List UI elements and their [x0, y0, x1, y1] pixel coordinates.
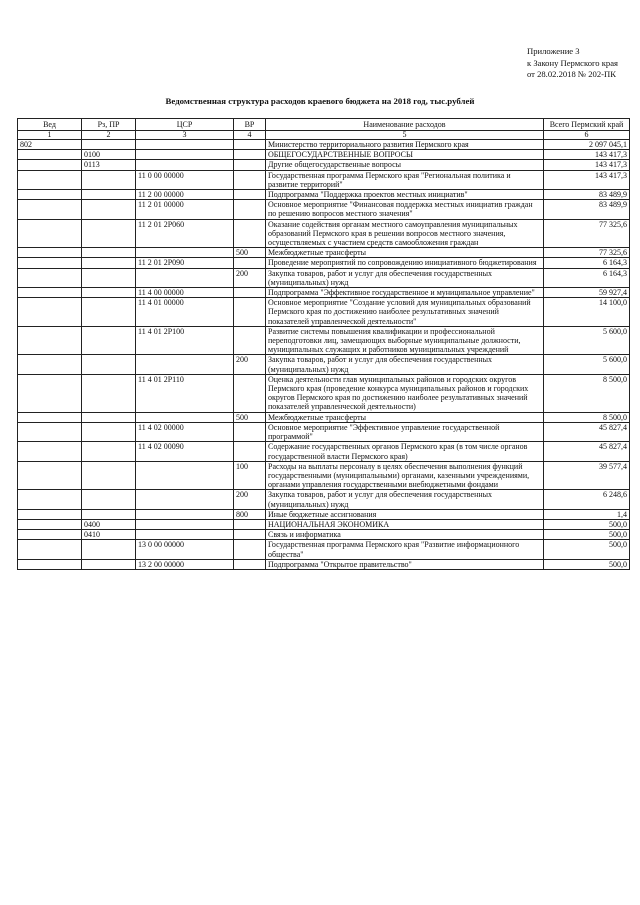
cell-name: Межбюджетные трансферты — [266, 412, 544, 422]
appendix-line-2: к Закону Пермского края — [527, 57, 618, 68]
cell-vr — [234, 530, 266, 540]
cell-ved — [18, 519, 82, 529]
cell-total: 5 600,0 — [544, 355, 630, 374]
table-row — [18, 540, 630, 559]
cell-ved — [18, 461, 82, 490]
cell-csr — [136, 160, 234, 170]
cell-total: 83 489,9 — [544, 200, 630, 219]
cell-csr — [136, 509, 234, 519]
cell-csr: 11 4 01 2Р110 — [136, 374, 234, 412]
cell-vr: 200 — [234, 355, 266, 374]
cell-rz-pr — [82, 140, 136, 150]
cell-ved — [18, 355, 82, 374]
cell-total: 14 100,0 — [544, 298, 630, 327]
cell-vr — [234, 190, 266, 200]
cell-ved — [18, 412, 82, 422]
cell-total: 83 489,9 — [544, 190, 630, 200]
table-row — [18, 412, 630, 422]
cell-name: Оказание содействия органам местного самоуправления муниципальных образований Пермского края в решении вопросов местного значения, осуществляемых с участием средств самообложения граждан — [266, 219, 544, 248]
cell-vr — [234, 258, 266, 268]
table-row — [18, 170, 630, 189]
cell-total: 45 827,4 — [544, 442, 630, 461]
cell-vr — [234, 298, 266, 327]
cell-total: 500,0 — [544, 559, 630, 569]
cell-csr — [136, 355, 234, 374]
cell-name: Основное мероприятие "Создание условий для муниципальных образований Пермского края по достижению наиболее результативных значений показателей управленческой деятельности" — [266, 298, 544, 327]
cell-total: 6 164,3 — [544, 258, 630, 268]
cell-total: 59 927,4 — [544, 288, 630, 298]
cell-vr — [234, 288, 266, 298]
table-row — [18, 248, 630, 258]
table-row — [18, 490, 630, 509]
col-number: 1 — [18, 131, 82, 140]
cell-csr — [136, 461, 234, 490]
cell-vr — [234, 150, 266, 160]
cell-ved — [18, 150, 82, 160]
cell-ved — [18, 509, 82, 519]
cell-csr: 11 2 01 2Р060 — [136, 219, 234, 248]
cell-name: Расходы на выплаты персоналу в целях обеспечения выполнения функций государственными (муниципальными) органами, казенными учреждениями, органами управления государственными внебюджетными фондами — [266, 461, 544, 490]
cell-vr: 100 — [234, 461, 266, 490]
document-title: Ведомственная структура расходов краевого бюджета на 2018 год, тыс.рублей — [165, 96, 475, 106]
cell-name: Закупка товаров, работ и услуг для обеспечения государственных (муниципальных) нужд — [266, 355, 544, 374]
cell-ved — [18, 268, 82, 287]
cell-name: Развитие системы повышения квалификации и профессиональной переподготовки лиц, замещающих выборные муниципальные должности, муниципальных служащих и работников муниципальных учреждений — [266, 326, 544, 355]
cell-total: 1,4 — [544, 509, 630, 519]
cell-ved — [18, 540, 82, 559]
cell-name: Проведение мероприятий по сопровождению инициативного бюджетирования — [266, 258, 544, 268]
cell-rz-pr: 0400 — [82, 519, 136, 529]
cell-ved — [18, 442, 82, 461]
col-number: 6 — [544, 131, 630, 140]
cell-vr: 500 — [234, 412, 266, 422]
cell-vr — [234, 374, 266, 412]
cell-total: 77 325,6 — [544, 219, 630, 248]
cell-ved — [18, 490, 82, 509]
cell-vr: 200 — [234, 268, 266, 287]
cell-csr: 13 0 00 00000 — [136, 540, 234, 559]
cell-ved — [18, 170, 82, 189]
table-row — [18, 374, 630, 412]
table-row — [18, 442, 630, 461]
col-header-vr: ВР — [234, 119, 266, 131]
cell-rz-pr — [82, 219, 136, 248]
cell-csr — [136, 268, 234, 287]
cell-name: Подпрограмма "Эффективное государственное и муниципальное управление" — [266, 288, 544, 298]
cell-total: 6 164,3 — [544, 268, 630, 287]
cell-rz-pr — [82, 355, 136, 374]
cell-name: Основное мероприятие "Финансовая поддержка местных инициатив граждан по решению вопросов местного значения" — [266, 200, 544, 219]
cell-csr — [136, 490, 234, 509]
cell-total: 6 248,6 — [544, 490, 630, 509]
col-number: 2 — [82, 131, 136, 140]
cell-ved — [18, 374, 82, 412]
cell-rz-pr — [82, 200, 136, 219]
cell-rz-pr — [82, 258, 136, 268]
appendix-header — [527, 46, 618, 81]
col-number: 4 — [234, 131, 266, 140]
table-row — [18, 219, 630, 248]
appendix-line-1: Приложение 3 — [527, 46, 580, 56]
cell-vr — [234, 442, 266, 461]
table-row — [18, 530, 630, 540]
cell-name: Содержание государственных органов Пермского края (в том числе органов государственной власти Пермского края) — [266, 442, 544, 461]
cell-rz-pr — [82, 268, 136, 287]
cell-ved — [18, 258, 82, 268]
cell-name: Основное мероприятие "Эффективное управление государственной программой" — [266, 422, 544, 441]
cell-rz-pr — [82, 170, 136, 189]
cell-rz-pr — [82, 490, 136, 509]
cell-ved — [18, 559, 82, 569]
col-header-csr: ЦСР — [136, 119, 234, 131]
cell-rz-pr — [82, 461, 136, 490]
cell-rz-pr — [82, 422, 136, 441]
cell-csr — [136, 519, 234, 529]
cell-total: 8 500,0 — [544, 412, 630, 422]
table-row — [18, 422, 630, 441]
cell-name: Иные бюджетные ассигнования — [266, 509, 544, 519]
table-row — [18, 461, 630, 490]
cell-ved — [18, 298, 82, 327]
table-row — [18, 288, 630, 298]
cell-rz-pr: 0410 — [82, 530, 136, 540]
cell-ved: 802 — [18, 140, 82, 150]
cell-rz-pr — [82, 326, 136, 355]
cell-name: Межбюджетные трансферты — [266, 248, 544, 258]
table-row — [18, 150, 630, 160]
col-header-ved: Вед — [18, 119, 82, 131]
cell-ved — [18, 422, 82, 441]
cell-rz-pr — [82, 412, 136, 422]
cell-vr — [234, 140, 266, 150]
cell-name: Подпрограмма "Открытое правительство" — [266, 559, 544, 569]
cell-name: ОБЩЕГОСУДАРСТВЕННЫЕ ВОПРОСЫ — [266, 150, 544, 160]
cell-csr: 11 4 02 00090 — [136, 442, 234, 461]
cell-csr: 11 4 01 2Р100 — [136, 326, 234, 355]
cell-csr — [136, 530, 234, 540]
table-row — [18, 200, 630, 219]
cell-ved — [18, 160, 82, 170]
column-number-row — [18, 131, 630, 140]
cell-csr — [136, 412, 234, 422]
cell-vr — [234, 519, 266, 529]
cell-ved — [18, 530, 82, 540]
table-row — [18, 268, 630, 287]
cell-ved — [18, 200, 82, 219]
cell-vr — [234, 160, 266, 170]
cell-ved — [18, 190, 82, 200]
cell-vr — [234, 540, 266, 559]
cell-total: 45 827,4 — [544, 422, 630, 441]
cell-csr: 13 2 00 00000 — [136, 559, 234, 569]
cell-total: 143 417,3 — [544, 150, 630, 160]
cell-csr — [136, 140, 234, 150]
cell-rz-pr — [82, 190, 136, 200]
cell-ved — [18, 219, 82, 248]
cell-vr — [234, 219, 266, 248]
cell-csr — [136, 248, 234, 258]
col-header-total: Всего Пермский край — [544, 119, 630, 131]
cell-vr — [234, 170, 266, 189]
cell-total: 2 097 045,1 — [544, 140, 630, 150]
cell-name: Оценка деятельности глав муниципальных районов и городских округов Пермского края (проведение конкурса муниципальных районов и городских округов Пермского края по достижению наиболее результативных значений показателей управленческой деятельности) — [266, 374, 544, 412]
cell-total: 143 417,3 — [544, 160, 630, 170]
cell-total: 143 417,3 — [544, 170, 630, 189]
cell-vr: 500 — [234, 248, 266, 258]
cell-name: Подпрограмма "Поддержка проектов местных инициатив" — [266, 190, 544, 200]
cell-total: 500,0 — [544, 540, 630, 559]
cell-rz-pr — [82, 540, 136, 559]
cell-total: 5 600,0 — [544, 326, 630, 355]
cell-name: Государственная программа Пермского края "Развитие информационного общества" — [266, 540, 544, 559]
cell-total: 8 500,0 — [544, 374, 630, 412]
cell-vr: 200 — [234, 490, 266, 509]
table-row — [18, 519, 630, 529]
table-row — [18, 355, 630, 374]
appendix-line-3: от 28.02.2018 № 202-ПК — [527, 69, 616, 79]
table-row — [18, 559, 630, 569]
col-header-name: Наименование расходов — [266, 119, 544, 131]
table-row — [18, 509, 630, 519]
cell-rz-pr — [82, 248, 136, 258]
cell-rz-pr — [82, 374, 136, 412]
cell-csr: 11 4 01 00000 — [136, 298, 234, 327]
cell-name: Министерство территориального развития Пермского края — [266, 140, 544, 150]
cell-vr — [234, 422, 266, 441]
cell-csr: 11 0 00 00000 — [136, 170, 234, 189]
cell-rz-pr: 0113 — [82, 160, 136, 170]
cell-csr: 11 4 02 00000 — [136, 422, 234, 441]
cell-name: Государственная программа Пермского края "Региональная политика и развитие территорий" — [266, 170, 544, 189]
table-row — [18, 140, 630, 150]
cell-rz-pr: 0100 — [82, 150, 136, 160]
cell-name: НАЦИОНАЛЬНАЯ ЭКОНОМИКА — [266, 519, 544, 529]
col-number: 5 — [266, 131, 544, 140]
col-number: 3 — [136, 131, 234, 140]
cell-csr: 11 4 00 00000 — [136, 288, 234, 298]
cell-csr: 11 2 01 2Р090 — [136, 258, 234, 268]
cell-total: 39 577,4 — [544, 461, 630, 490]
cell-name: Закупка товаров, работ и услуг для обеспечения государственных (муниципальных) нужд — [266, 490, 544, 509]
budget-table — [17, 118, 630, 570]
cell-rz-pr — [82, 559, 136, 569]
cell-vr — [234, 326, 266, 355]
cell-rz-pr — [82, 298, 136, 327]
cell-ved — [18, 248, 82, 258]
cell-vr — [234, 200, 266, 219]
table-header-row — [18, 119, 630, 131]
table-row — [18, 298, 630, 327]
cell-ved — [18, 326, 82, 355]
cell-total: 500,0 — [544, 530, 630, 540]
cell-total: 500,0 — [544, 519, 630, 529]
table-row — [18, 326, 630, 355]
cell-vr: 800 — [234, 509, 266, 519]
cell-name: Другие общегосударственные вопросы — [266, 160, 544, 170]
table-row — [18, 258, 630, 268]
col-header-rz: Рз, ПР — [82, 119, 136, 131]
cell-name: Закупка товаров, работ и услуг для обеспечения государственных (муниципальных) нужд — [266, 268, 544, 287]
cell-total: 77 325,6 — [544, 248, 630, 258]
cell-vr — [234, 559, 266, 569]
cell-name: Связь и информатика — [266, 530, 544, 540]
table-row — [18, 190, 630, 200]
cell-csr — [136, 150, 234, 160]
table-body — [18, 140, 630, 570]
table-row — [18, 160, 630, 170]
cell-csr: 11 2 01 00000 — [136, 200, 234, 219]
cell-ved — [18, 288, 82, 298]
cell-rz-pr — [82, 442, 136, 461]
cell-rz-pr — [82, 288, 136, 298]
cell-csr: 11 2 00 00000 — [136, 190, 234, 200]
cell-rz-pr — [82, 509, 136, 519]
